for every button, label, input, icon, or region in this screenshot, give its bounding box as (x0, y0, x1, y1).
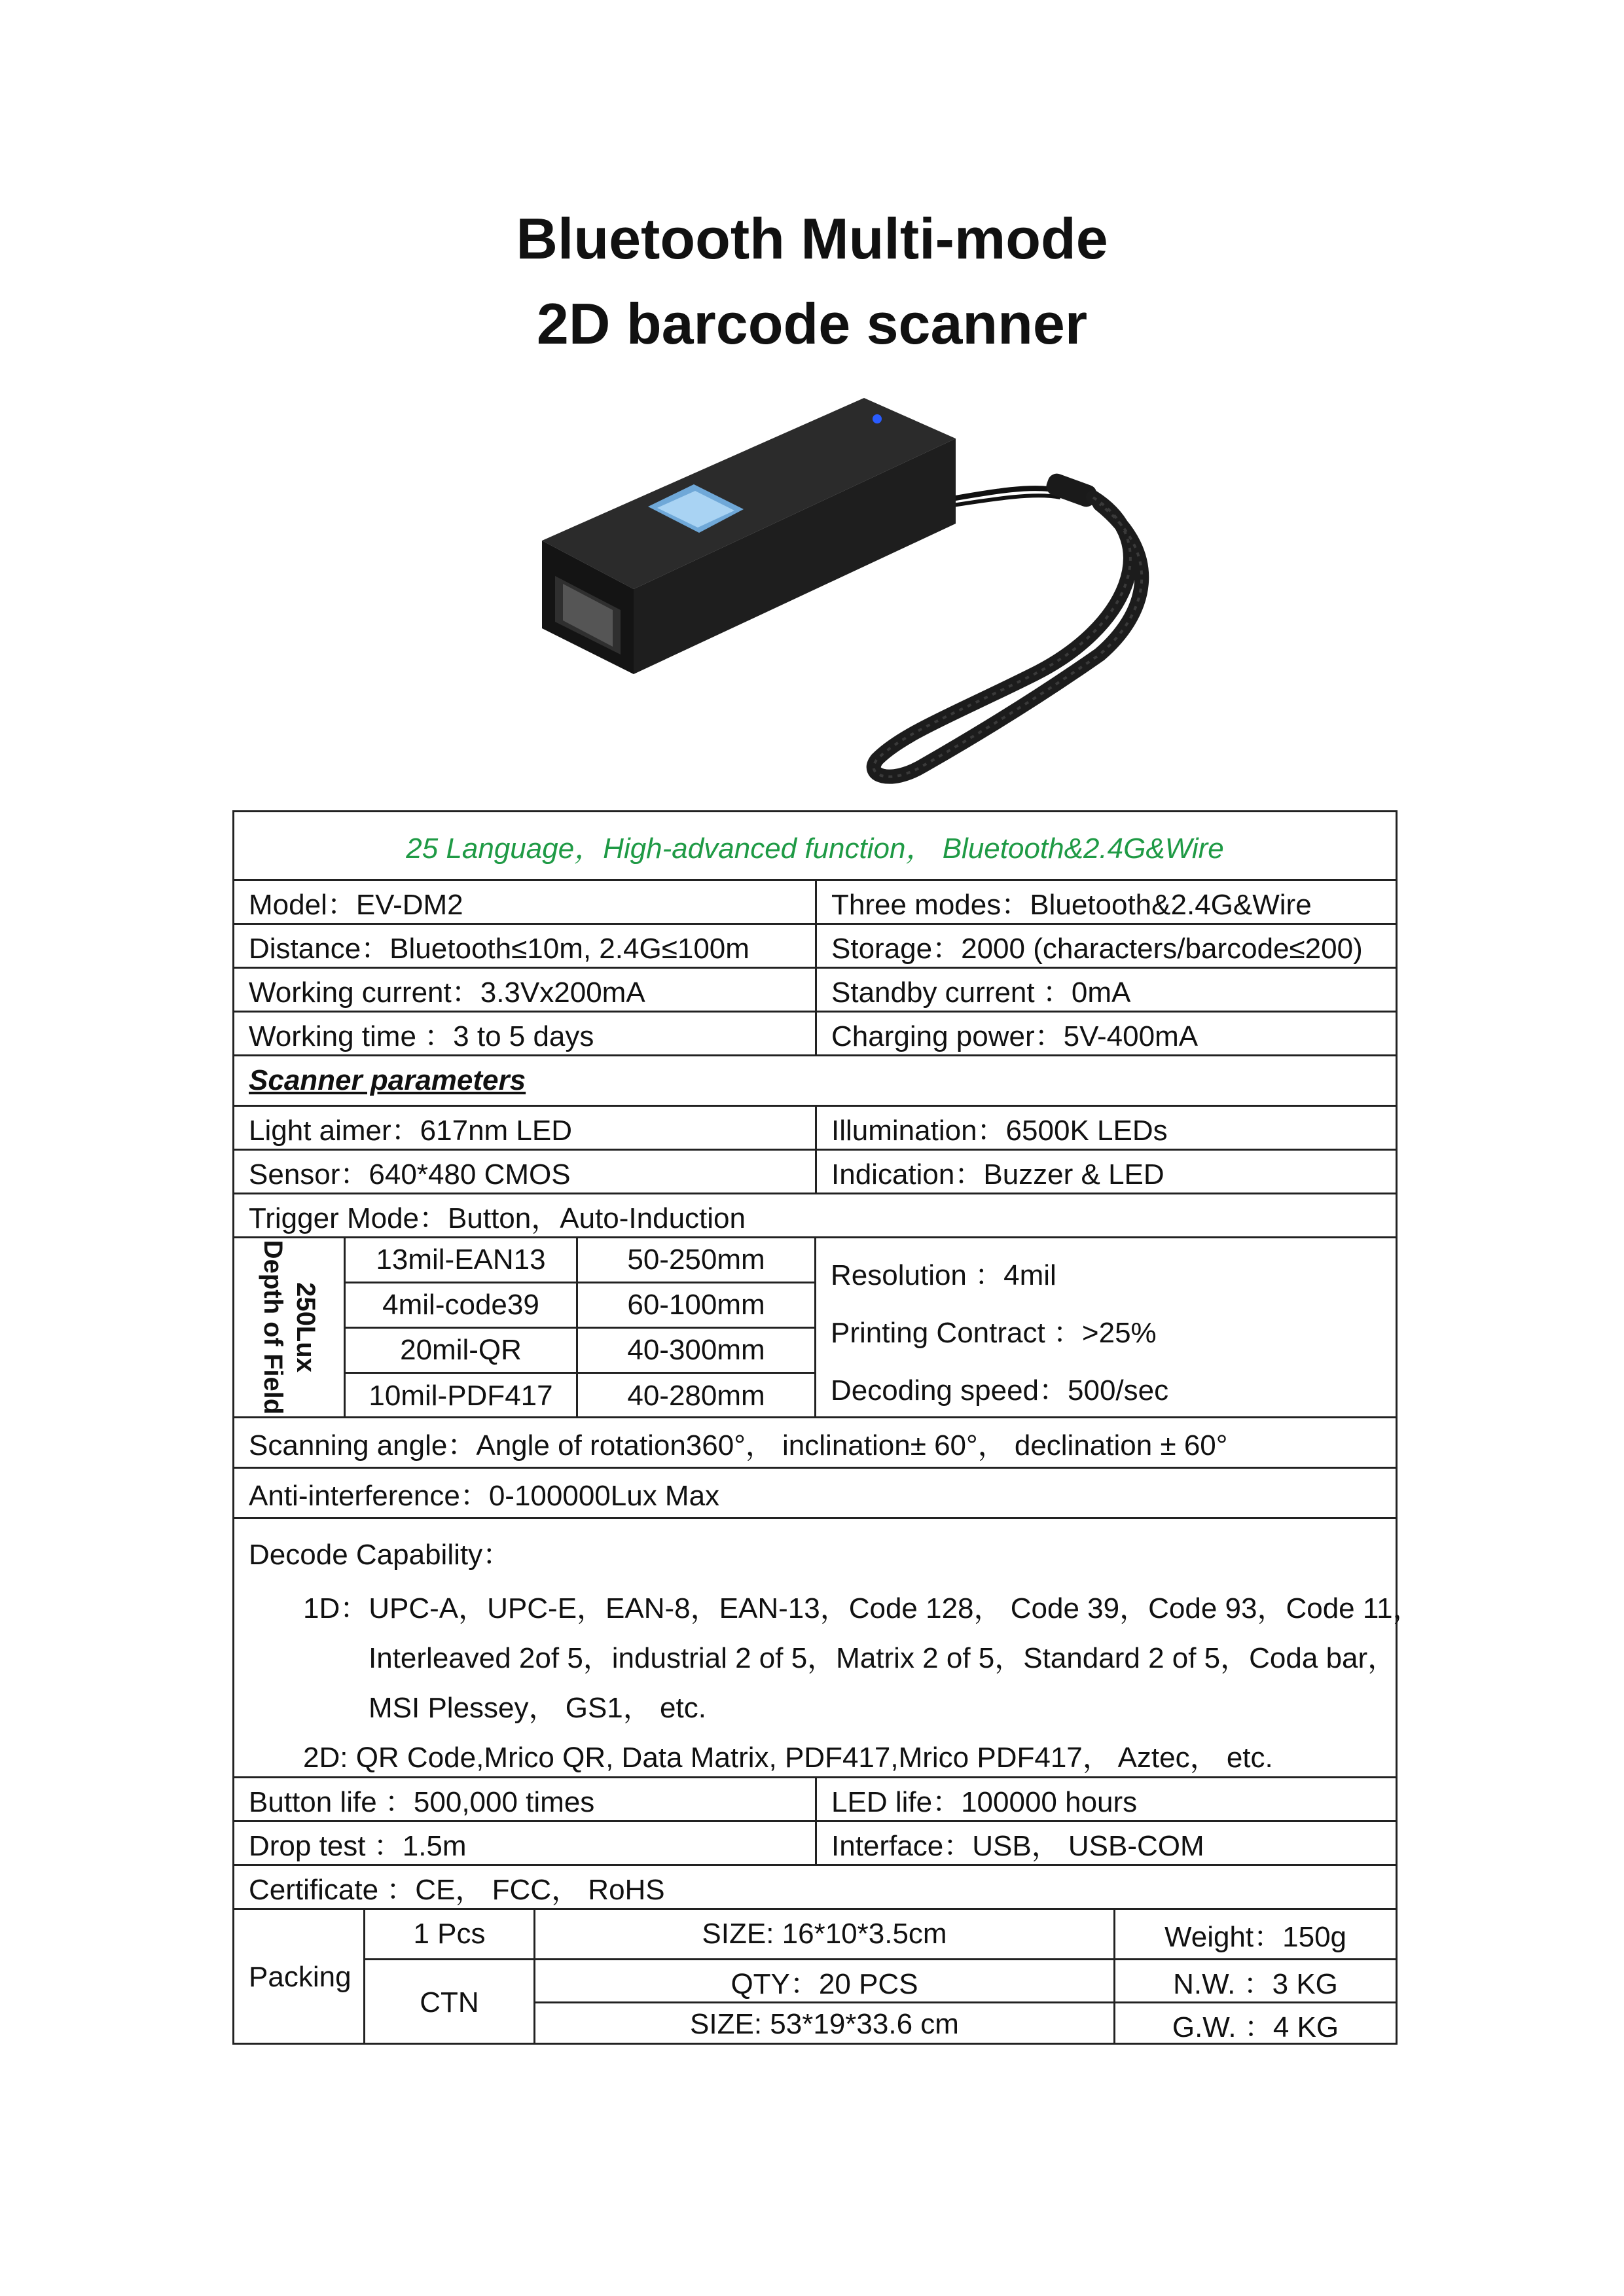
spec-row (234, 879, 1396, 923)
range-cell: 50-250mm (627, 1244, 765, 1276)
decode-1d-line-2: Interleaved 2of 5，industrial 2 of 5，Matrix 2 of 5，Standard 2 of 5，Coda bar， (369, 1642, 1397, 1674)
interface-cell: Interface：USB， USB-COM (815, 1822, 1396, 1864)
spec-row (234, 1776, 1396, 1820)
standby-current-cell: Standby current ：0mA (815, 969, 1396, 1011)
working-current-cell: Working current：3.3Vx200mA (249, 977, 645, 1009)
illumination-cell: Illumination：6500K LEDs (815, 1107, 1396, 1149)
decode-1d-line: 1D：UPC-A，UPC-E，EAN-8，EAN-13，Code 128， Code 39，Code 93，Code 11， (303, 1592, 1422, 1624)
spec-row (234, 1105, 1396, 1149)
working-time-cell: Working time ：3 to 5 days (249, 1020, 594, 1052)
table-row (346, 1282, 814, 1327)
storage-cell: Storage：2000 (characters/barcode≤200) (815, 925, 1396, 967)
spec-row (234, 923, 1396, 967)
packing-label: Packing (234, 1910, 365, 2045)
spec-row (234, 1820, 1396, 1864)
symbology-cell: 13mil-EAN13 (346, 1238, 578, 1282)
distance-cell: Distance：Bluetooth≤10m, 2.4G≤100m (249, 933, 749, 965)
depth-of-field-label (234, 1238, 346, 1416)
table-row (346, 1372, 814, 1418)
ctn-size: SIZE: 53*19*33.6 cm (535, 2001, 1115, 2045)
banner-text: 25 Language，High-advanced function， Bluetooth&2.4G&Wire (406, 833, 1224, 865)
packing-block (234, 1908, 1396, 2043)
spec-row (234, 967, 1396, 1011)
decoding-speed-text: Decoding speed：500/sec (831, 1374, 1169, 1407)
indication-cell: Indication：Buzzer & LED (815, 1151, 1396, 1193)
title-line-1: Bluetooth Multi-mode (516, 206, 1108, 271)
decode-heading: Decode Capability： (249, 1539, 512, 1571)
model-cell: Model：EV-DM2 (249, 889, 463, 921)
decode-2d-line: 2D: QR Code,Mrico QR, Data Matrix, PDF417,Mrico PDF417， Aztec， etc. (303, 1742, 1273, 1774)
light-aimer-cell: Light aimer：617nm LED (249, 1115, 573, 1147)
symbology-cell: 4mil-code39 (346, 1283, 578, 1327)
ctn-gross-weight: G.W. ：4 KG (1115, 2001, 1396, 2045)
ctn-label: CTN (365, 1958, 535, 2045)
range-cell: 40-300mm (627, 1334, 765, 1366)
performance-cell (816, 1238, 1396, 1416)
drop-test-cell: Drop test ：1.5m (249, 1830, 467, 1862)
depth-of-field-block (234, 1236, 1396, 1416)
sensor-cell: Sensor：640*480 CMOS (249, 1158, 571, 1191)
printing-contract-text: Printing Contract ：>25% (831, 1317, 1157, 1349)
charging-power-cell: Charging power：5V-400mA (815, 1013, 1396, 1054)
depth-of-field-grid (346, 1238, 816, 1416)
spec-table (232, 810, 1422, 2045)
resolution-text: Resolution ：4mil (831, 1259, 1056, 1291)
trigger-mode-cell: Trigger Mode：Button，Auto-Induction (249, 1202, 746, 1234)
scanning-angle-row (234, 1416, 1396, 1467)
title-line-2: 2D barcode scanner (536, 291, 1088, 356)
certificate-row (234, 1864, 1396, 1908)
symbology-cell: 20mil-QR (346, 1329, 578, 1372)
ctn-qty: QTY：20 PCS (535, 1958, 1115, 2001)
range-cell: 40-280mm (627, 1380, 765, 1412)
pcs-weight: Weight：150g (1164, 1921, 1347, 1953)
table-row (346, 1238, 814, 1282)
banner-row (234, 812, 1396, 879)
led-life-cell: LED life：100000 hours (815, 1778, 1396, 1820)
pcs-label: 1 Pcs (365, 1910, 535, 1958)
pcs-size: SIZE: 16*10*3.5cm (535, 1910, 1115, 1958)
decode-1d-line-3: MSI Plessey， GS1， etc. (369, 1692, 706, 1724)
scanning-angle-cell: Scanning angle：Angle of rotation360°， inclination± 60°， declination ± 60° (249, 1429, 1228, 1462)
certificate-cell: Certificate ：CE， FCC， RoHS (249, 1874, 665, 1906)
anti-interference-cell: Anti-interference：0-100000Lux Max (249, 1480, 720, 1512)
spec-row (234, 1149, 1396, 1193)
spec-row (234, 1011, 1396, 1054)
button-life-cell: Button life ：500,000 times (249, 1786, 595, 1818)
anti-interference-row (234, 1467, 1396, 1517)
ctn-net-weight: N.W. ：3 KG (1115, 1958, 1396, 2001)
scanner-product-image (537, 393, 1178, 798)
decode-capability-block (234, 1517, 1422, 1776)
lux-label: 250Lux (291, 1282, 320, 1372)
depth-label: Depth of Field (258, 1240, 287, 1415)
range-cell: 60-100mm (627, 1289, 765, 1321)
table-row (346, 1327, 814, 1372)
modes-cell: Three modes：Bluetooth&2.4G&Wire (815, 881, 1396, 923)
section-row (234, 1054, 1396, 1105)
symbology-cell: 10mil-PDF417 (346, 1374, 578, 1418)
scanner-parameters-heading: Scanner parameters (249, 1064, 526, 1096)
trigger-row (234, 1193, 1396, 1236)
